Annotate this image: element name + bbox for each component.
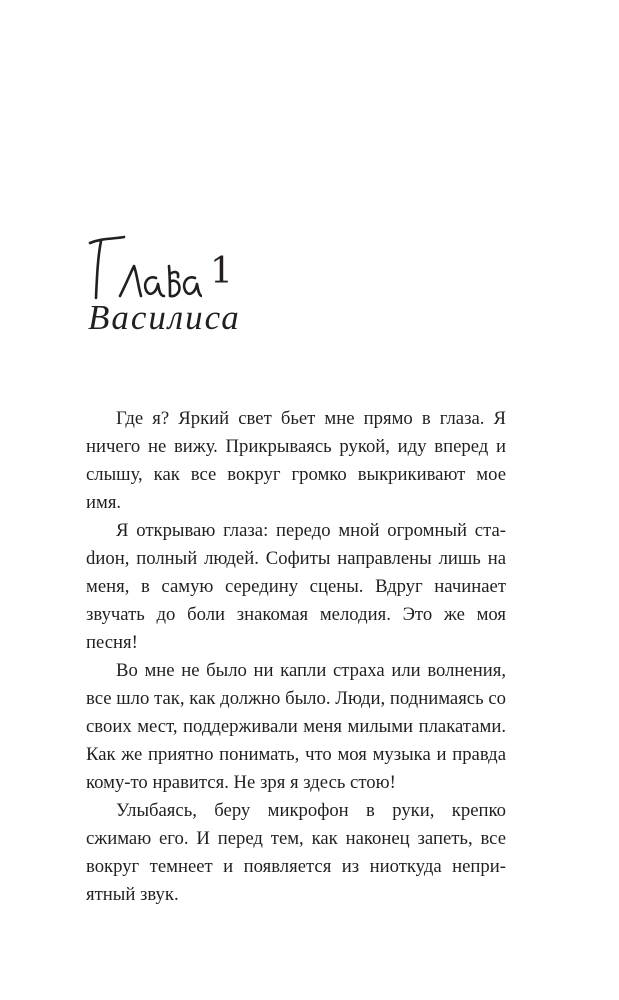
paragraph: Улыбаясь, беру микрофон в руки, крепко сжимаю его. И перед тем, как наконец запеть, все вокруг темнеет и появляется из ниоткуда неприятный звук. [86,800,506,905]
chapter-body [86,405,506,909]
chapter-heading [84,224,233,304]
paragraph: Я открываю глаза: передо мной огромный стаdион, полный людей. Софиты направлены лишь на меня, в самую середину сцены. Вдруг начинает звучать до боли знакомая мелодия. Это же моя песня! [86,520,506,653]
paragraph: Во мне не было ни капли страха или волнения, все шло так, как должно было. Люди, поднимаясь со своих мест, поддерживали меня милыми плакатами. Как же приятно понимать, что моя музыка и правда кому-то нравится. Не зря я здесь стою! [86,660,506,793]
chapter-subtitle: Василиса [88,298,241,337]
chapter-number: 1 [210,251,233,292]
paragraph: Где я? Яркий свет бьет мне прямо в глаза. Я ничего не вижу. Прикрываясь рукой, иду вперед и слышу, как все вокруг громко выкрикивают мое имя. [86,408,506,513]
chapter-word-handwritten [84,226,202,304]
